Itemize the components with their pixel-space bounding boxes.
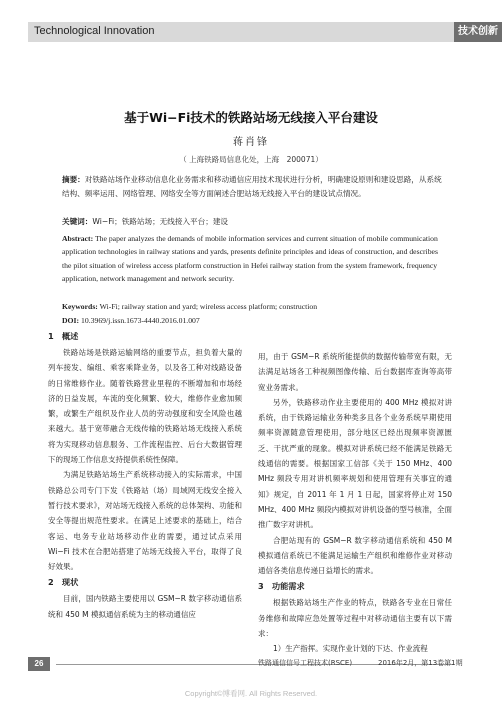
running-header — [0, 22, 502, 42]
abstract-english-text: The paper analyzes the demands of mobile information services and current situation of mobile communication application technologies in railway stations and yards, presents definite principles and ideas of construction, and describes the pilot situation of wireless access platform construction in Hefei railway station from the system framework, frequency application, network management and network security. — [62, 234, 438, 284]
keywords-chinese-text: Wi−Fi；铁路站场；无线接入平台；建设 — [92, 217, 229, 226]
keywords-chinese — [62, 215, 444, 229]
header-section-label: Technological Innovation — [34, 25, 155, 37]
keywords-chinese-label: 关键词： — [62, 217, 93, 226]
body-paragraph: 根据铁路站场生产作业的特点，铁路各专业在日常任务维修和故障应急处置等过程中对移动通信主要有以下需求： — [258, 598, 452, 639]
header-category-badge: 技术创新 — [454, 22, 502, 42]
body-paragraph: 铁路站场是铁路运输网络的重要节点，担负着大量的列车接发、编组、乘客乘降业务，以及各工种对线路设备的日常维修作业。随着铁路营业里程的不断增加和市场经济的日益发展，车流的变化频繁、较大，维修作业愈加频繁，或繁生产组织及作业人员的劳动强度和安全风险也越来越大。基于宽带融合无线传输的铁路站场无线接入系统将为实现移动信息服务、工作流程监控、后台大数据管理下的现场工作信息支持提供系统性保障。 — [48, 348, 242, 465]
keywords-english — [62, 300, 444, 313]
doi-value: 10.3969/j.issn.1673-4440.2016.01.007 — [81, 316, 200, 325]
copyright-notice: Copyright©博看网. All Rights Reserved. — [184, 689, 318, 698]
article-affiliation: （ 上海铁路局信息化处，上海 200071） — [179, 155, 323, 164]
body-paragraph: 1）生产指挥。实现作业计划的下达、作业流程 — [273, 644, 428, 654]
article-author: 蒋肖锋 — [233, 137, 269, 148]
section-heading: 1 概述 — [48, 331, 79, 341]
abstract-english-label: Abstract: — [62, 234, 94, 243]
doi — [62, 314, 444, 327]
keywords-english-label: Keywords: — [62, 302, 98, 311]
abstract-chinese — [62, 173, 444, 201]
abstract-chinese-text: 对铁路站场作业移动信息化业务需求和移动通信应用技术现状进行分析，明确建设原则和建设思路，从系统结构、频率运用、网络管理、网络安全等方面阐述合肥站场无线接入平台的建设试点情况。 — [62, 175, 442, 198]
body-paragraph: 用，由于 GSM−R 系统所能提供的数据传输带宽有限，无法满足站场各工种视频图像传输、后台数据库查询等高带宽业务需求。 — [258, 352, 452, 392]
body-column-left — [48, 328, 242, 622]
page-number: 26 — [28, 657, 50, 671]
abstract-chinese-label: 摘要： — [62, 175, 85, 184]
abstract-english — [62, 232, 444, 286]
section-heading: 2 现状 — [48, 577, 79, 588]
article-title: 基于Wi−Fi技术的铁路站场无线接入平台建设 — [124, 110, 378, 125]
body-column-right — [258, 349, 452, 657]
doi-label: DOI: — [62, 316, 80, 325]
footer-journal-name: 铁路通信信号工程技术(RSCE) — [258, 659, 353, 667]
body-paragraph: 另外，铁路移动作业主要使用的 400 MHz 模拟对讲系统，由于铁路运输业务种类多且各个业务系统早期使用频率资源随意管理使用，部分地区已经出现频率资源匮乏、干扰严重的现象。模拟对讲系统已经不能满足铁路无线通信的需要。根据国家工信部《关于 150 MHz、400 MHz 频段专用对讲机频率规划和使用管理有关事宜的通知》规定，自 2011 年 1 月 1 日起，国家将停止对 150 MHz、400 MHz 频段内模拟对讲机设备的型号核准，全面推广数字对讲机。 — [258, 397, 452, 530]
body-paragraph: 为满足铁路站场生产系统移动接入的实际需求，中国铁路总公司专门下发《铁路站（场）局域网无线安全接入暂行技术要求》，对站场无线接入系统的总体架构、功能和安全等提出规范性要求。在满足上述要求的基础上，结合客运、电务专业站场移动作业的需要，通过试点采用 Wi−Fi 技术在合肥站搭建了站场无线接入平台，取得了良好效果。 — [48, 470, 242, 572]
keywords-english-text: Wi-Fi; railway station and yard; wireless access platform; construction — [99, 302, 318, 311]
section-heading: 3 功能需求 — [258, 581, 305, 592]
footer-issue-date: 2016年2月，第13卷第1期 — [378, 659, 463, 667]
body-paragraph: 合肥站现有的 GSM−R 数字移动通信系统和 450 M 模拟通信系统已不能满足运输生产组织和维修作业对移动通信各类信息传递日益增长的需求。 — [258, 535, 452, 576]
body-paragraph: 目前，国内铁路主要使用以 GSM−R 数字移动通信系统和 450 M 模拟通信系统为主的移动通信应 — [48, 594, 242, 619]
